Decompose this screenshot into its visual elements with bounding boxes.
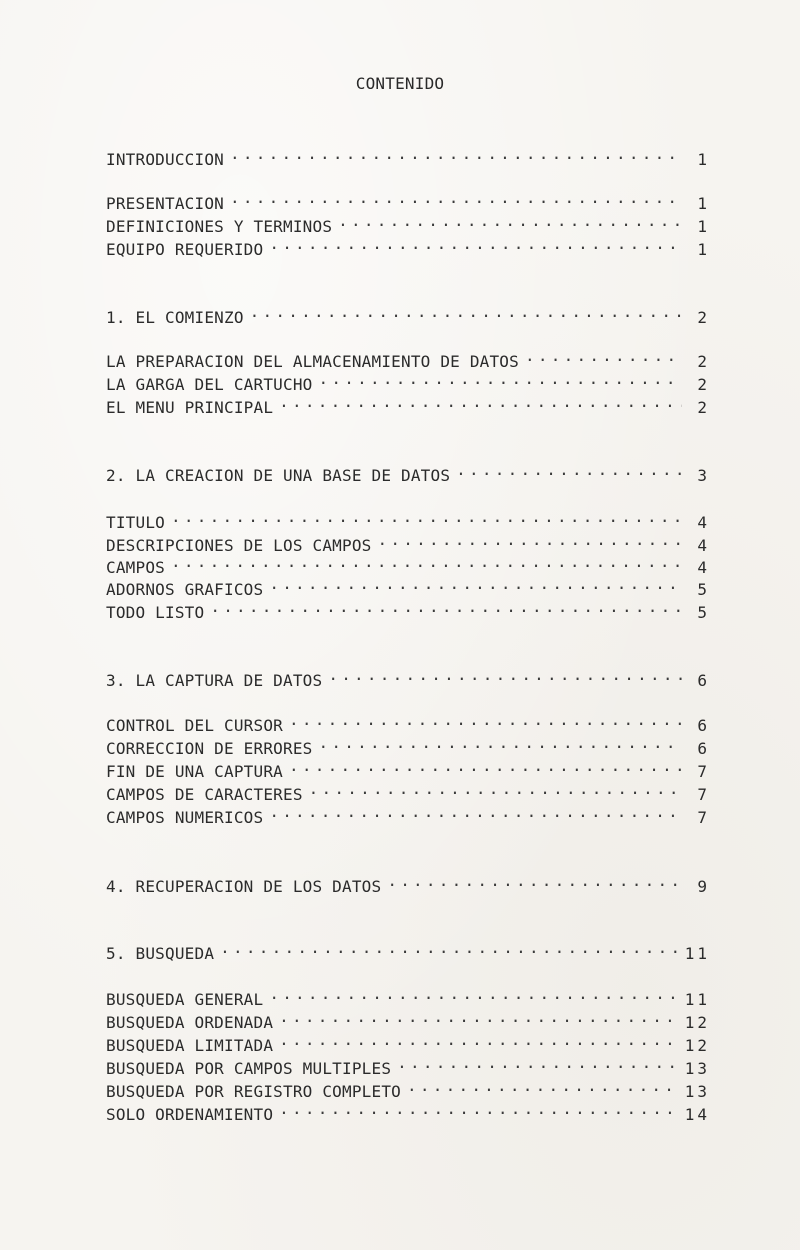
toc-entry: [106, 983, 710, 1009]
toc-entry-page: 7: [697, 785, 710, 804]
table-of-contents: [106, 0, 710, 1250]
toc-entry-page: 2: [697, 308, 710, 327]
toc-entry-page: 1: [697, 217, 710, 236]
toc-entry-page: 6: [697, 739, 710, 758]
toc-leader-dots: [269, 801, 682, 823]
toc-leader-dots: [387, 870, 682, 892]
toc-entry: [106, 1098, 710, 1124]
toc-entry-label: BUSQUEDA POR REGISTRO COMPLETO: [106, 1082, 401, 1101]
toc-entry-label: 3. LA CAPTURA DE DATOS: [106, 671, 323, 690]
toc-leader-dots: [407, 1075, 679, 1097]
toc-entry-label: CAMPOS NUMERICOS: [106, 808, 264, 827]
toc-entry-label: BUSQUEDA LIMITADA: [106, 1036, 274, 1055]
toc-leader-dots: [378, 529, 683, 551]
toc-entry-page: 7: [697, 762, 710, 781]
toc-entry: [106, 529, 710, 555]
toc-entry-label: CONTROL DEL CURSOR: [106, 716, 283, 735]
toc-leader-dots: [289, 709, 682, 731]
toc-entry-page: 6: [697, 671, 710, 690]
toc-entry-page: 7: [697, 808, 710, 827]
toc-entry-page: 2: [697, 375, 710, 394]
toc-entry-label: FIN DE UNA CAPTURA: [106, 762, 283, 781]
toc-entry: [106, 143, 710, 169]
toc-leader-dots: [220, 937, 679, 959]
toc-leader-dots: [171, 551, 682, 573]
toc-entry-label: INTRODUCCION: [106, 150, 224, 169]
toc-entry-label: DEFINICIONES Y TERMINOS: [106, 217, 333, 236]
toc-leader-dots: [319, 368, 683, 390]
toc-entry: [106, 368, 710, 394]
toc-leader-dots: [338, 210, 682, 232]
toc-chapter-entry: [106, 937, 710, 963]
toc-entry: [106, 1029, 710, 1055]
toc-entry-page: 13: [684, 1059, 710, 1078]
toc-entry-page: 1: [697, 240, 710, 259]
toc-entry-label: BUSQUEDA POR CAMPOS MULTIPLES: [106, 1059, 392, 1078]
toc-entry-page: 4: [697, 536, 710, 555]
toc-entry-page: 5: [697, 580, 710, 599]
toc-leader-dots: [171, 506, 682, 528]
toc-entry: [106, 506, 710, 532]
toc-entry: [106, 187, 710, 213]
toc-entry-label: LA PREPARACION DEL ALMACENAMIENTO DE DATOS: [106, 352, 519, 371]
toc-leader-dots: [525, 345, 682, 367]
toc-entry-page: 6: [697, 716, 710, 735]
toc-entry-page: 12: [684, 1013, 710, 1032]
toc-entry: [106, 551, 710, 577]
toc-entry-page: 11: [684, 944, 710, 963]
toc-entry-page: 9: [697, 877, 710, 896]
toc-leader-dots: [279, 1098, 679, 1120]
toc-entry-label: 1. EL COMIENZO: [106, 308, 244, 327]
toc-leader-dots: [230, 187, 682, 209]
toc-entry: [106, 1075, 710, 1101]
toc-chapter-entry: [106, 870, 710, 896]
toc-entry-label: DESCRIPCIONES DE LOS CAMPOS: [106, 536, 372, 555]
toc-leader-dots: [319, 732, 683, 754]
toc-entry-page: 12: [684, 1036, 710, 1055]
toc-leader-dots: [397, 1052, 679, 1074]
toc-entry-page: 1: [697, 150, 710, 169]
toc-entry: [106, 345, 710, 371]
toc-entry-label: CAMPOS: [106, 558, 165, 577]
toc-entry: [106, 210, 710, 236]
toc-entry-label: 4. RECUPERACION DE LOS DATOS: [106, 877, 382, 896]
toc-leader-dots: [456, 459, 682, 481]
toc-entry-page: 4: [697, 513, 710, 532]
toc-entry-label: PRESENTACION: [106, 194, 224, 213]
toc-entry-label: 2. LA CREACION DE UNA BASE DE DATOS: [106, 466, 451, 485]
toc-chapter-entry: [106, 459, 710, 485]
toc-leader-dots: [279, 391, 682, 413]
toc-entry-page: 4: [697, 558, 710, 577]
toc-entry: [106, 732, 710, 758]
toc-entry: [106, 233, 710, 259]
toc-entry-page: 1: [697, 194, 710, 213]
toc-entry-page: 5: [697, 603, 710, 622]
toc-entry-label: 5. BUSQUEDA: [106, 944, 215, 963]
toc-entry-label: EQUIPO REQUERIDO: [106, 240, 264, 259]
toc-leader-dots: [309, 778, 682, 800]
toc-leader-dots: [279, 1006, 679, 1028]
toc-entry-page: 3: [697, 466, 710, 485]
toc-entry-label: CAMPOS DE CARACTERES: [106, 785, 303, 804]
toc-entry-label: TODO LISTO: [106, 603, 205, 622]
toc-entry-label: EL MENU PRINCIPAL: [106, 398, 274, 417]
toc-entry-label: BUSQUEDA GENERAL: [106, 990, 264, 1009]
toc-entry: [106, 801, 710, 827]
toc-entry-page: 2: [697, 398, 710, 417]
toc-chapter-entry: [106, 301, 710, 327]
toc-leader-dots: [250, 301, 682, 323]
toc-entry-label: SOLO ORDENAMIENTO: [106, 1105, 274, 1124]
toc-leader-dots: [230, 143, 682, 165]
toc-entry-page: 13: [684, 1082, 710, 1101]
toc-entry: [106, 755, 710, 781]
toc-leader-dots: [269, 573, 682, 595]
toc-entry-label: LA GARGA DEL CARTUCHO: [106, 375, 313, 394]
toc-entry-page: 14: [684, 1105, 710, 1124]
toc-entry: [106, 709, 710, 735]
toc-entry-label: ADORNOS GRAFICOS: [106, 580, 264, 599]
toc-entry-page: 11: [684, 990, 710, 1009]
toc-leader-dots: [289, 755, 682, 777]
toc-chapter-entry: [106, 664, 710, 690]
toc-entry-label: BUSQUEDA ORDENADA: [106, 1013, 274, 1032]
toc-entry-page: 2: [697, 352, 710, 371]
toc-entry: [106, 1006, 710, 1032]
toc-leader-dots: [269, 233, 682, 255]
toc-entry-label: TITULO: [106, 513, 165, 532]
toc-leader-dots: [279, 1029, 679, 1051]
toc-entry: [106, 778, 710, 804]
toc-leader-dots: [269, 983, 678, 1005]
toc-entry: [106, 596, 710, 622]
toc-entry: [106, 391, 710, 417]
toc-entry: [106, 573, 710, 599]
page-title: CONTENIDO: [355, 74, 445, 93]
toc-entry-label: CORRECCION DE ERRORES: [106, 739, 313, 758]
toc-entry: [106, 1052, 710, 1078]
toc-leader-dots: [210, 596, 682, 618]
toc-leader-dots: [328, 664, 682, 686]
